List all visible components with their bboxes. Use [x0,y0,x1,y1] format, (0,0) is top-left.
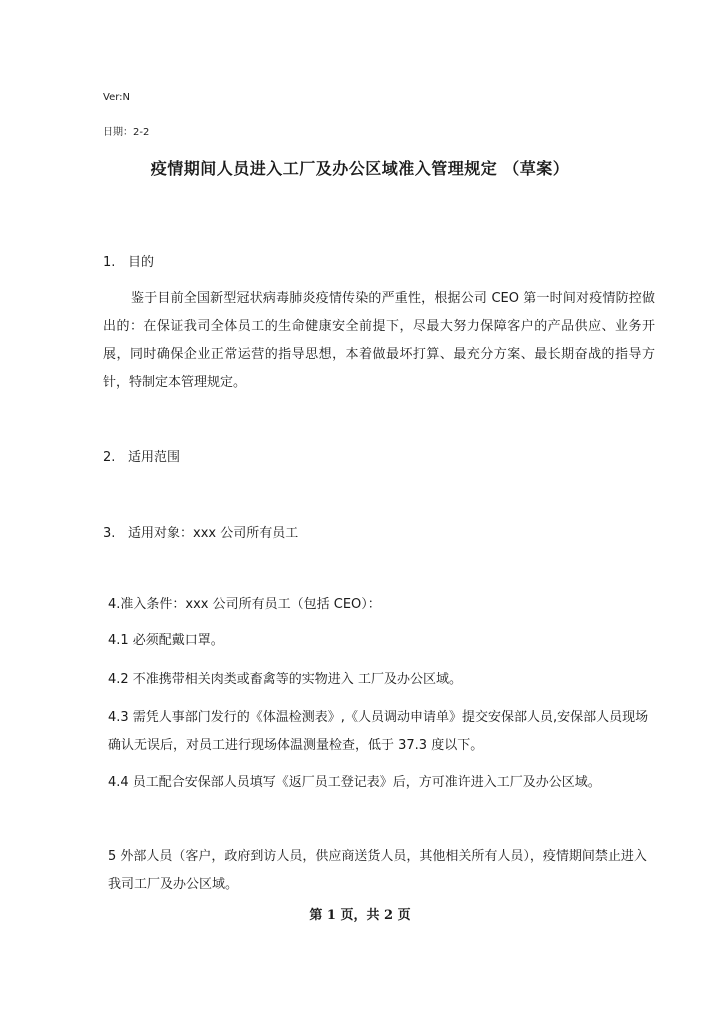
section-label: 适用对象：xxx 公司所有员工 [128,526,299,541]
date-label: 日期：2-2 [103,127,150,138]
purpose-paragraph: 鉴于目前全国新型冠状病毒肺炎疫情传染的严重性，根据公司 CEO 第一时间对疫情防控做出的：在保证我司全体员工的生命健康安全前提下，尽最大努力保障客户的产品供应、业务开展，同时确保企业正常运营的指导思想，本着做最坏打算、最充分方案、最长期奋战的指导方针，特制定本管理规定。 [103,291,655,390]
section-target-heading [103,522,298,541]
condition-4-1: 4.1 必须配戴口罩。 [108,633,224,648]
condition-4-2: 4.2 不准携带相关肉类或畜禽等的实物进入 工厂及办公区域。 [108,672,462,687]
section-number: 2. [103,450,116,465]
version-label: Ver:N [103,92,131,103]
section-purpose-heading [103,251,154,270]
condition-4-3: 4.3 需凭人事部门发行的《体温检测表》,《人员调动申请单》提交安保部人员,安保部人员现场确认无误后，对员工进行现场体温测量检查，低于 37.3 度以下。 [108,710,649,753]
section-scope-heading [103,446,180,465]
section-number: 1. [103,255,116,270]
conditions-heading: 4.准入条件：xxx 公司所有员工（包括 CEO）： [108,597,381,612]
section-label: 适用范围 [128,450,181,465]
page-footer: 第 1 页，共 2 页 [309,908,411,923]
document-title: 疫情期间人员进入工厂及办公区域准入管理规定 （草案） [150,159,570,178]
external-personnel-paragraph: 5 外部人员（客户，政府到访人员，供应商送货人员，其他相关所有人员），疫情期间禁止进入我司工厂及办公区域。 [108,849,647,892]
condition-4-4: 4.4 员工配合安保部人员填写《返厂员工登记表》后，方可准许进入工厂及办公区域。 [108,775,601,790]
section-label: 目的 [128,255,155,270]
section-number: 3. [103,526,116,541]
